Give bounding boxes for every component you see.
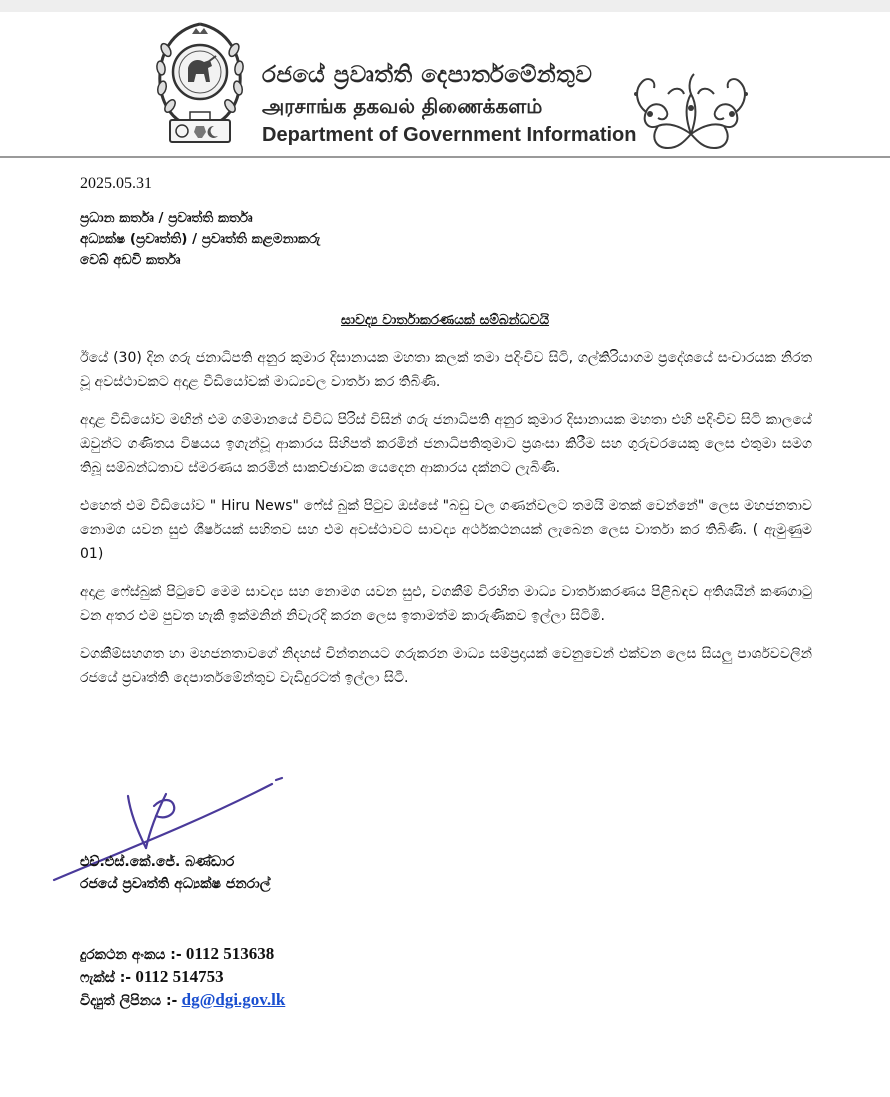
header-divider [0, 156, 890, 158]
phone-row [80, 944, 285, 967]
body-paragraph: අදාළ වීඩියෝව මඟින් එම ගම්මානයේ විවිධ පිරිස් විසින් ගරු ජනාධිපති අනුර කුමාර දිසානායක මහතා එහි පදිංචිව සිටි කාලයේ ඔවුන්ට ගණිතය විෂයය ඉගැන්වූ ආකාරය සිහිපත් කරමින් ජනාධිපතිතුමාට ප්‍රශංසා කිරීම සහ ගුරුවරයෙකු ලෙස එතුමා සමග තිබූ සම්බන්ධතාව ස්මරණය කරමින් සාකච්ඡාවක යෙදෙන ආකාරය දක්නට ලැබිණි. [80, 412, 812, 476]
body-paragraph: එහෙත් එම වීඩියෝව " Hiru News" ෆේස් බුක් පිටුව ඔස්සේ "බඩු වල ගණන්වලට තමයි මතක් වෙන්නේ" ලෙස මහජනතාව නොමග යවන සුළු ශීර්ෂයක් සහිතව සහ එම අවස්ථාවට සාවද්‍ය අර්ථකථනයක් ලැබෙන ලෙස වාර්තා කර තිබිණි. ( ඇමුණුම 01) [80, 498, 812, 562]
fax-value: 0112 514753 [135, 967, 224, 986]
signer-block [80, 854, 270, 898]
email-label: විද්‍යුත් ලිපිනය :- [80, 993, 178, 1009]
fax-row [80, 967, 285, 990]
dept-name-english: Department of Government Information [262, 124, 637, 146]
phone-value: 0112 513638 [185, 944, 275, 963]
signer-name: එච්.එස්.කේ.ජේ. බණ්ඩාර [80, 854, 235, 870]
phone-label: දුරකථන අංකය :- [80, 947, 182, 963]
signer-title: රජයේ ප්‍රවෘත්ති අධ්‍යක්ෂ ජනරාල් [80, 876, 271, 892]
letter-date: 2025.05.31 [80, 175, 152, 192]
dept-name-tamil: அரசாங்க தகவல் திணைக்களம் [262, 94, 543, 118]
letterhead [0, 12, 890, 158]
email-link[interactable]: dg@dgi.gov.lk [181, 990, 286, 1009]
letter-subject: සාවද්‍ය වාර්තාකරණයක් සම්බන්ධවයි [340, 312, 550, 328]
email-row [80, 990, 285, 1013]
traditional-flourish-icon [628, 64, 754, 154]
fax-label: ෆැක්ස් :- [80, 970, 132, 986]
scan-top-strip [0, 0, 890, 12]
recipient-line: අධ්‍යක්ෂ (ප්‍රවෘත්ති) / ප්‍රවෘත්ති කළමනාකරු [80, 231, 321, 247]
dept-name-sinhala: රජයේ ප්‍රවෘත්ති දෙපාර්තමේන්තුව [262, 62, 593, 88]
body-paragraph: අදාළ ෆේස්බුක් පිටුවේ මෙම සාවද්‍ය සහ නොමග යවන සුළු, වගකීම් විරහිත මාධ්‍ය වාර්තාකරණය පිළිබඳව අතිශයින් කණගාටු වන අතර එම පුවත හැකි ඉක්මනින් නිවැරදි කරන ලෙස ඉතාමත්ම කාරුණිකව ඉල්ලා සිටිමි. [80, 584, 812, 624]
recipient-line: ප්‍රධාන කර්තෘ / ප්‍රවෘත්ති කර්තෘ [80, 210, 253, 226]
contact-block [80, 944, 285, 1013]
department-name-block [262, 62, 636, 152]
body-paragraph: ඊයේ (30) දින ගරු ජනාධිපති අනුර කුමාර දිසානායක මහතා කලක් තමා පදිංචිව සිටි, ගල්කිරියාගම ප්‍රදේශයේ සංචාරයක නිරත වූ අවස්ථාවකට අදාළ වීඩියෝවක් මාධ්‍යවල වාර්තා කර තිබිණි. [80, 350, 812, 390]
body-paragraph: වගකීම්සහගත හා මහජනතාවගේ නිදහස් චින්තනයට ගරුකරන මාධ්‍ය සම්ප්‍රදායක් වෙනුවෙන් එක්වන ලෙස සියලු පාර්ශවවලින් රජයේ ප්‍රවෘත්ති දෙපාර්තමේන්තුව වැඩිදුරටත් ඉල්ලා සිටී. [80, 646, 812, 686]
letter-body [80, 346, 812, 704]
recipients-block [80, 210, 320, 273]
recipient-line: වෙබ් අඩවි කර්තෘ [80, 252, 181, 268]
state-emblem-icon [152, 20, 248, 148]
